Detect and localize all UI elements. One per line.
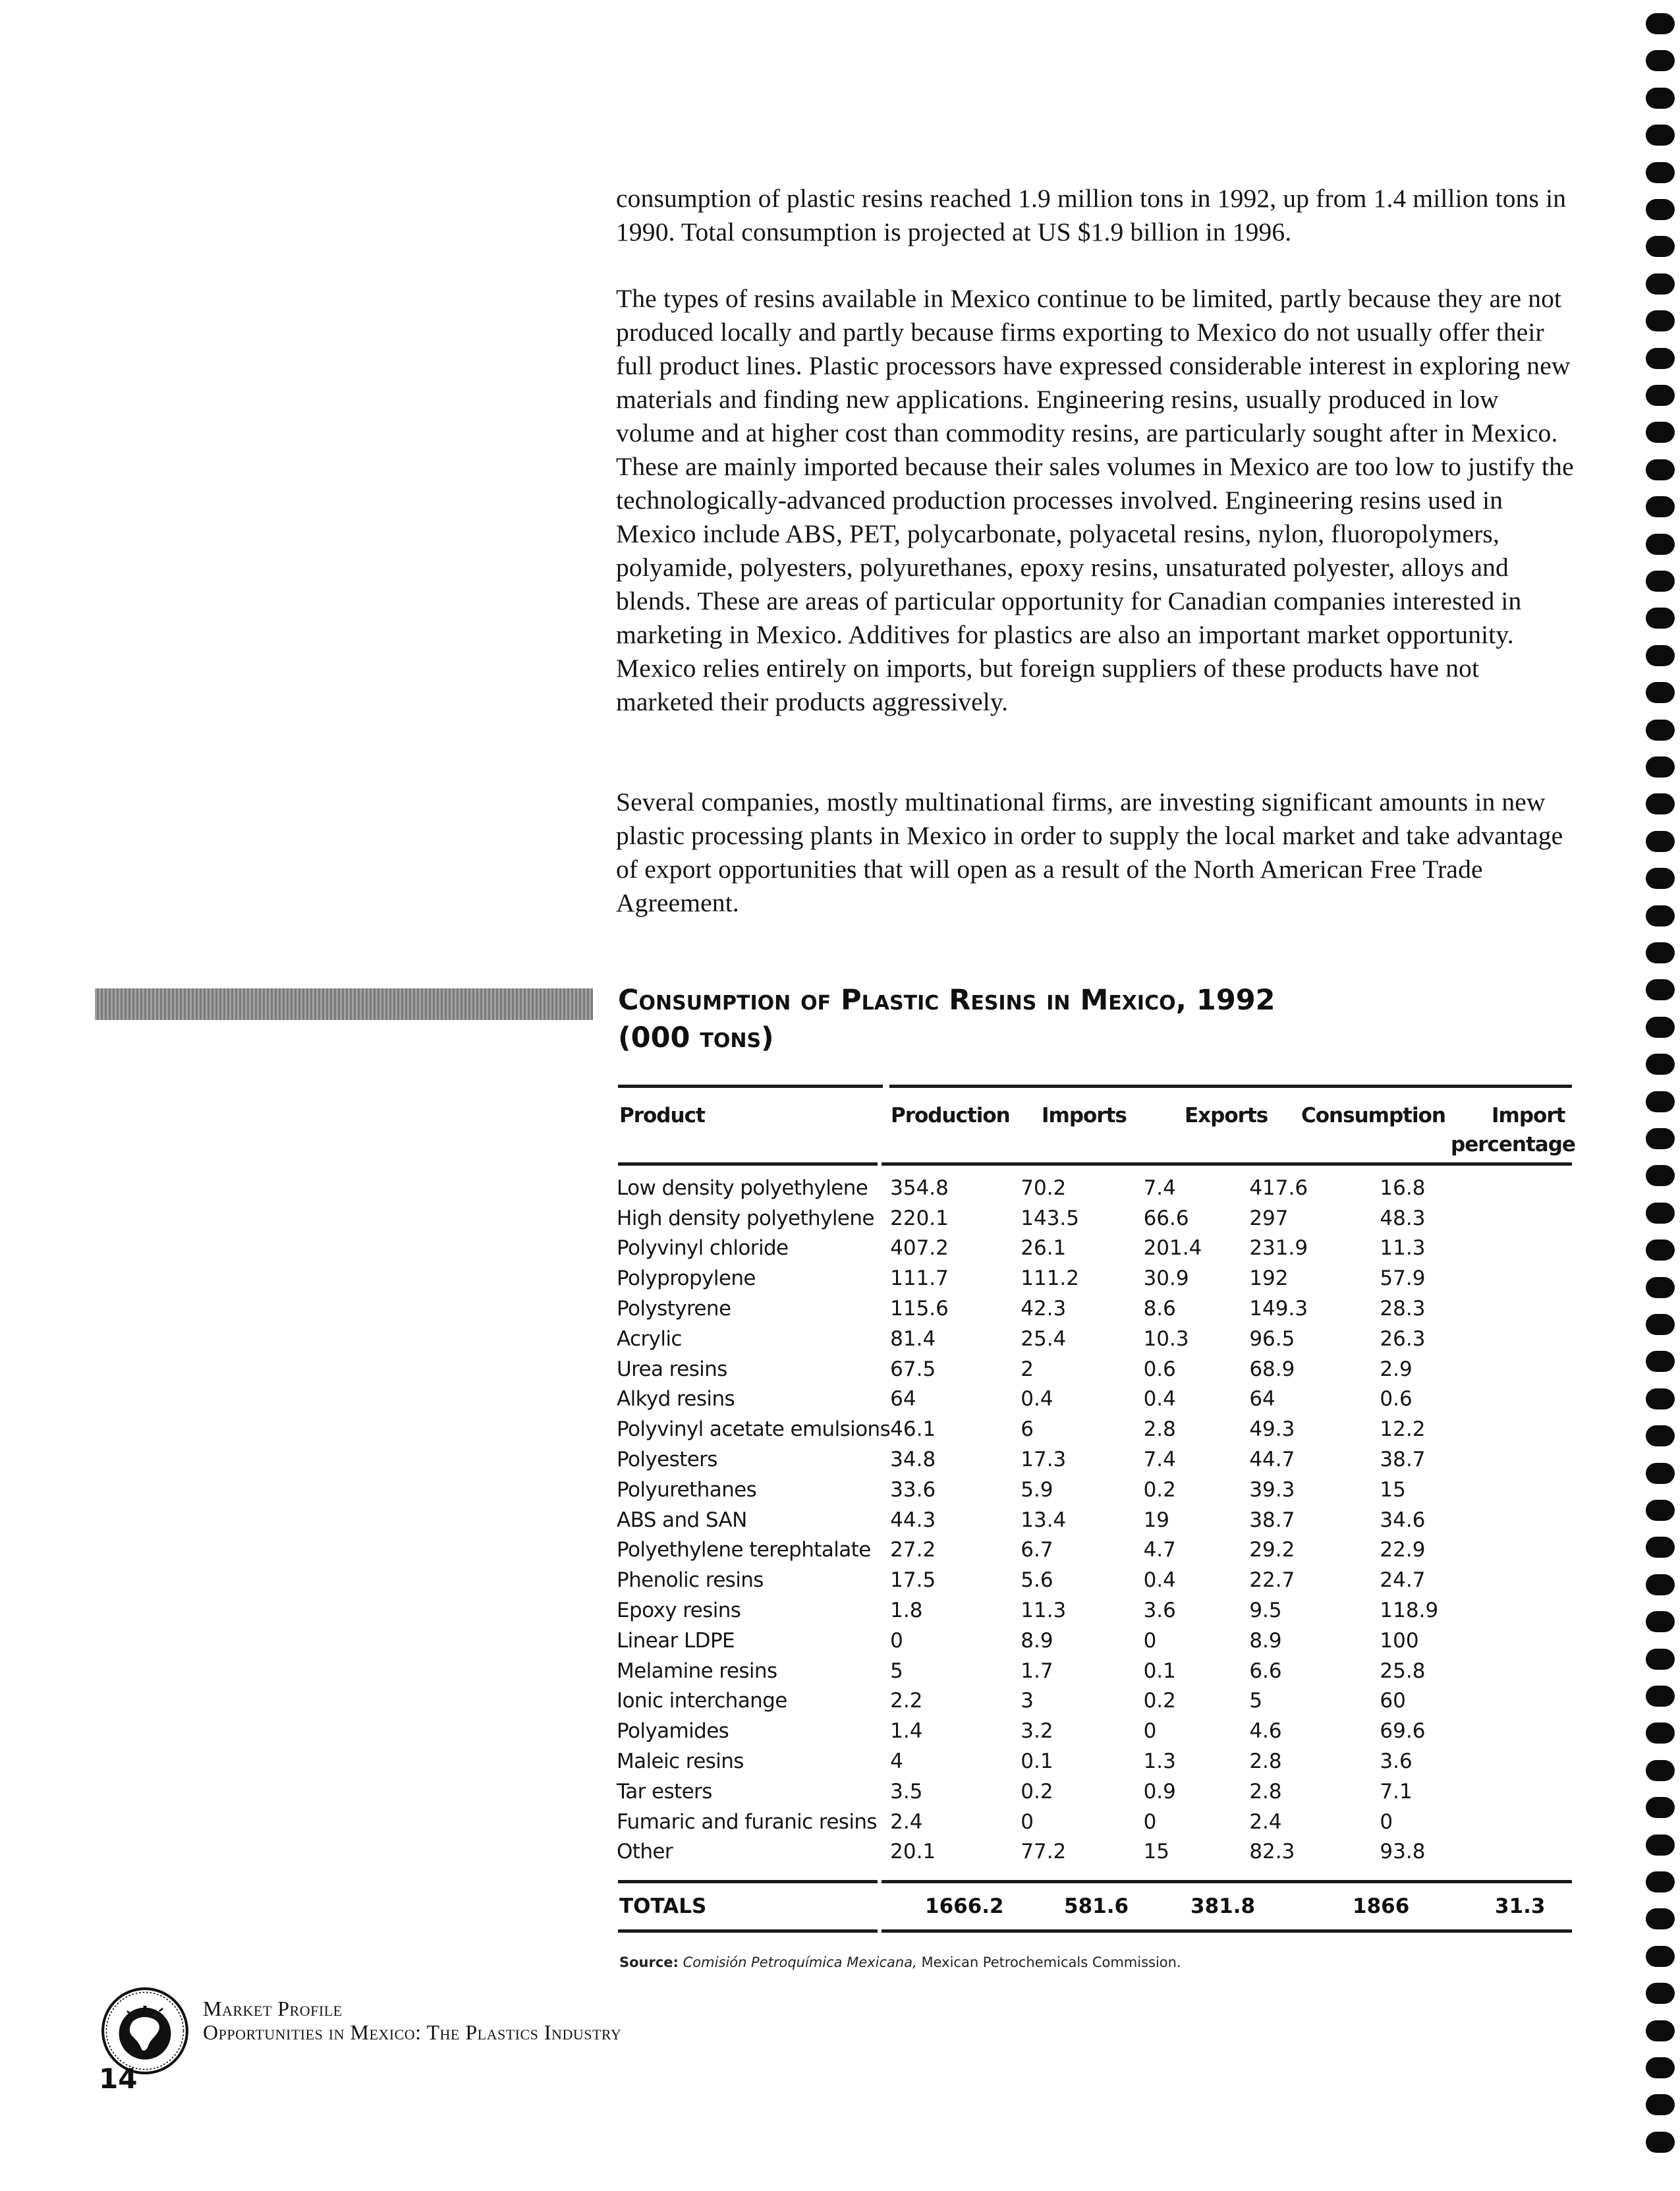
binding-hole <box>1646 1537 1675 1558</box>
cell-exports: 201.4 <box>1143 1236 1202 1261</box>
totals-top-rule-right <box>882 1880 1572 1883</box>
cell-import-pct: 57.9 <box>1380 1266 1426 1291</box>
cell-product: Fumaric and furanic resins <box>617 1809 877 1834</box>
totals-exports: 381.8 <box>1190 1894 1256 1918</box>
cell-import-pct: 15 <box>1380 1477 1406 1502</box>
binding-hole <box>1646 2057 1675 2078</box>
cell-exports: 30.9 <box>1143 1266 1189 1291</box>
totals-bottom-rule-right <box>882 1929 1572 1933</box>
cell-consumption: 9.5 <box>1249 1599 1282 1623</box>
table-row <box>617 1746 1572 1777</box>
totals-consumption: 1866 <box>1353 1894 1410 1918</box>
binding-hole <box>1646 1314 1675 1335</box>
paragraph-1 <box>616 182 1578 249</box>
cell-imports: 3 <box>1021 1689 1034 1713</box>
binding-hole <box>1646 831 1675 852</box>
binding-hole <box>1646 236 1675 257</box>
cell-consumption: 39.3 <box>1249 1477 1295 1502</box>
cell-import-pct: 2.9 <box>1380 1357 1413 1381</box>
cell-production: 1.8 <box>890 1599 923 1623</box>
cell-product: Polyamides <box>617 1719 729 1744</box>
cell-production: 27.2 <box>890 1538 936 1562</box>
col-header-import-2: percentage <box>1451 1133 1575 1156</box>
table-body <box>617 1173 1572 1867</box>
binding-hole <box>1646 199 1675 220</box>
binding-hole <box>1646 645 1675 666</box>
table-row <box>617 1234 1572 1264</box>
binding-hole <box>1646 1091 1675 1112</box>
binding-hole <box>1646 496 1675 517</box>
cell-exports: 4.7 <box>1143 1538 1176 1562</box>
col-header-imports: Imports <box>1042 1104 1127 1127</box>
cell-consumption: 231.9 <box>1249 1236 1308 1261</box>
cell-imports: 6 <box>1021 1417 1034 1442</box>
cell-production: 17.5 <box>890 1568 936 1593</box>
binding-hole <box>1646 348 1675 369</box>
cell-consumption: 96.5 <box>1249 1326 1295 1351</box>
cell-imports: 26.1 <box>1021 1236 1067 1261</box>
totals-import-pct: 31.3 <box>1495 1894 1546 1918</box>
cell-production: 33.6 <box>890 1477 936 1502</box>
cell-exports: 0.2 <box>1143 1689 1176 1713</box>
binding-hole <box>1646 1797 1675 1818</box>
binding-hole <box>1646 1239 1675 1261</box>
cell-production: 0 <box>890 1628 903 1653</box>
footer-line-1: Market Profile <box>203 1997 343 2020</box>
cell-product: Melamine resins <box>617 1659 777 1683</box>
cell-consumption: 44.7 <box>1249 1448 1295 1472</box>
binding-hole <box>1646 1611 1675 1632</box>
cell-consumption: 2.4 <box>1249 1809 1282 1834</box>
cell-consumption: 8.9 <box>1249 1628 1282 1653</box>
cell-import-pct: 0 <box>1380 1809 1393 1834</box>
binding-hole <box>1646 1277 1675 1298</box>
cell-exports: 0 <box>1143 1628 1157 1653</box>
table-row <box>617 1294 1572 1324</box>
table-row <box>617 1777 1572 1807</box>
col-header-production: Production <box>891 1104 1010 1127</box>
binding-hole <box>1646 979 1675 1000</box>
cell-imports: 70.2 <box>1021 1176 1067 1200</box>
header-top-rule-left <box>618 1085 883 1088</box>
binding-hole <box>1646 1425 1675 1446</box>
cell-imports: 2 <box>1021 1357 1034 1381</box>
binding-hole <box>1646 756 1675 778</box>
cell-exports: 10.3 <box>1143 1326 1189 1351</box>
binding-hole <box>1646 1165 1675 1186</box>
binding-hole <box>1646 793 1675 814</box>
table-row <box>617 1384 1572 1415</box>
binding-hole <box>1646 50 1675 71</box>
binding-hole <box>1646 125 1675 146</box>
cell-exports: 0.9 <box>1143 1779 1176 1804</box>
cell-import-pct: 16.8 <box>1380 1176 1426 1200</box>
cell-imports: 6.7 <box>1021 1538 1053 1562</box>
binding-hole <box>1646 310 1675 331</box>
cell-exports: 0.2 <box>1143 1477 1176 1502</box>
cell-exports: 7.4 <box>1143 1176 1176 1200</box>
cell-product: ABS and SAN <box>617 1508 747 1532</box>
cell-product: Epoxy resins <box>617 1599 741 1623</box>
table-row <box>617 1444 1572 1475</box>
cell-exports: 0 <box>1143 1809 1157 1834</box>
cell-import-pct: 22.9 <box>1380 1538 1426 1562</box>
resin-consumption-table <box>617 1173 1572 1867</box>
cell-production: 220.1 <box>890 1206 949 1230</box>
binding-hole <box>1646 2020 1675 2041</box>
table-row <box>617 1263 1572 1294</box>
table-row <box>617 1324 1572 1354</box>
cell-exports: 0.1 <box>1143 1659 1176 1683</box>
table-title-line-1: Consumption of Plastic Resins in Mexico, 1992 <box>618 984 1275 1017</box>
binding-hole <box>1646 720 1675 741</box>
cell-production: 34.8 <box>890 1448 936 1472</box>
binding-hole <box>1646 905 1675 926</box>
cell-product: Tar esters <box>617 1779 712 1804</box>
page-number: 14 <box>99 2063 138 2095</box>
cell-imports: 143.5 <box>1021 1206 1079 1230</box>
cell-production: 354.8 <box>890 1176 949 1200</box>
cell-exports: 0.4 <box>1143 1568 1176 1593</box>
cell-product: Urea resins <box>617 1357 727 1381</box>
cell-product: Phenolic resins <box>617 1568 764 1593</box>
col-header-consumption: Consumption <box>1301 1104 1445 1127</box>
cell-production: 2.2 <box>890 1689 923 1713</box>
cell-product: Low density polyethylene <box>617 1176 868 1200</box>
cell-consumption: 4.6 <box>1249 1719 1282 1744</box>
binding-hole <box>1646 1871 1675 1892</box>
cell-imports: 17.3 <box>1021 1448 1067 1472</box>
binding-hole <box>1646 1203 1675 1224</box>
binding-hole <box>1646 162 1675 183</box>
table-row <box>617 1475 1572 1505</box>
cell-consumption: 5 <box>1249 1689 1263 1713</box>
paragraph-2-text: The types of resins available in Mexico continue to be limited, partly because they are not produced locally and partly because firms exporting to Mexico do not usually offer their full product lines. Plastic processors have expressed considerable interest in exploring new materials and finding new applications. Engineering resins, usually produced in low volume and at higher cost than commodity resins, are particularly sought after in Mexico. These are mainly imported because their sales volumes in Mexico are too low to justify the technologically-advanced production processes involved. Engineering resins used in Mexico include ABS, PET, polycarbonate, polyacetal resins, nylon, fluoropolymers, polyamide, polyesters, polyurethanes, epoxy resins, unsaturated polyester, alloys and blends. These are areas of particular opportunity for Canadian companies interested in marketing in Mexico. Additives for plastics are also an important market opportunity. Mexico relies entirely on imports, but foreign suppliers of these products have not marketed their products aggressively. <box>616 284 1574 716</box>
cell-import-pct: 48.3 <box>1380 1206 1426 1230</box>
cell-consumption: 82.3 <box>1249 1840 1295 1864</box>
cell-consumption: 149.3 <box>1249 1297 1308 1321</box>
table-title-line-2: (000 tons) <box>618 1021 774 1054</box>
cell-import-pct: 12.2 <box>1380 1417 1426 1442</box>
cell-import-pct: 25.8 <box>1380 1659 1426 1683</box>
cell-production: 1.4 <box>890 1719 923 1744</box>
cell-exports: 3.6 <box>1143 1599 1176 1623</box>
binding-hole <box>1646 1946 1675 1967</box>
cell-exports: 0.4 <box>1143 1387 1176 1411</box>
source-label: Source: <box>619 1954 679 1970</box>
cell-import-pct: 11.3 <box>1380 1236 1426 1261</box>
binding-hole <box>1646 1574 1675 1595</box>
cell-production: 115.6 <box>890 1297 949 1321</box>
cell-exports: 15 <box>1143 1840 1170 1864</box>
binding-hole <box>1646 1722 1675 1744</box>
cell-import-pct: 38.7 <box>1380 1448 1426 1472</box>
cell-imports: 1.7 <box>1021 1659 1053 1683</box>
cell-production: 67.5 <box>890 1357 936 1381</box>
cell-import-pct: 26.3 <box>1380 1326 1426 1351</box>
table-row <box>617 1807 1572 1837</box>
header-bottom-rule-right <box>882 1162 1572 1166</box>
cell-product: Polyvinyl chloride <box>617 1236 789 1261</box>
spiral-binding <box>1639 0 1680 2191</box>
cell-imports: 5.6 <box>1021 1568 1053 1593</box>
cell-production: 407.2 <box>890 1236 949 1261</box>
binding-hole <box>1646 13 1675 34</box>
table-row <box>617 1535 1572 1566</box>
header-top-rule-right <box>889 1085 1572 1088</box>
table-row <box>617 1173 1572 1203</box>
paragraph-3-text: Several companies, mostly multinational firms, are investing significant amounts in new plastic processing plants in Mexico in order to supply the local market and take advantage of export opportunities that will open as a result of the North American Free Trade Agreement. <box>616 787 1563 917</box>
footer-line-2: Opportunities in Mexico: The Plastics Industry <box>203 2020 622 2044</box>
cell-import-pct: 60 <box>1380 1689 1406 1713</box>
cell-consumption: 49.3 <box>1249 1417 1295 1442</box>
cell-imports: 0.4 <box>1021 1387 1053 1411</box>
binding-hole <box>1646 1017 1675 1038</box>
cell-consumption: 297 <box>1249 1206 1289 1230</box>
table-row <box>617 1414 1572 1444</box>
cell-production: 111.7 <box>890 1266 949 1291</box>
binding-hole <box>1646 534 1675 555</box>
totals-production: 1666.2 <box>925 1894 1004 1918</box>
source-english: Mexican Petrochemicals Commission. <box>921 1954 1181 1970</box>
table-row <box>617 1595 1572 1626</box>
cell-consumption: 64 <box>1249 1387 1275 1411</box>
binding-hole <box>1646 1500 1675 1521</box>
cell-import-pct: 69.6 <box>1380 1719 1426 1744</box>
cell-consumption: 417.6 <box>1249 1176 1308 1200</box>
cell-product: Polypropylene <box>617 1266 756 1291</box>
binding-hole <box>1646 682 1675 703</box>
cell-product: Ionic interchange <box>617 1689 787 1713</box>
binding-hole <box>1646 1686 1675 1707</box>
cell-exports: 19 <box>1143 1508 1170 1532</box>
cell-imports: 0.1 <box>1021 1750 1053 1774</box>
totals-imports: 581.6 <box>1064 1894 1129 1918</box>
cell-product: Polyesters <box>617 1448 717 1472</box>
cell-exports: 0.6 <box>1143 1357 1176 1381</box>
cell-import-pct: 0.6 <box>1380 1387 1413 1411</box>
col-header-product: Product <box>619 1104 705 1127</box>
cell-imports: 5.9 <box>1021 1477 1053 1502</box>
table-row <box>617 1837 1572 1867</box>
cell-product: Acrylic <box>617 1326 682 1351</box>
cell-imports: 3.2 <box>1021 1719 1053 1744</box>
col-header-import-1: Import <box>1492 1104 1565 1127</box>
cell-exports: 7.4 <box>1143 1448 1176 1472</box>
binding-hole <box>1646 1760 1675 1781</box>
cell-consumption: 38.7 <box>1249 1508 1295 1532</box>
cell-imports: 77.2 <box>1021 1840 1067 1864</box>
cell-exports: 0 <box>1143 1719 1157 1744</box>
binding-hole <box>1646 422 1675 443</box>
table-row <box>617 1505 1572 1535</box>
binding-hole <box>1646 868 1675 889</box>
totals-bottom-rule-left <box>618 1929 878 1933</box>
cell-product: Maleic resins <box>617 1750 744 1774</box>
cell-production: 64 <box>890 1387 916 1411</box>
cell-product: Alkyd resins <box>617 1387 735 1411</box>
cell-production: 81.4 <box>890 1326 936 1351</box>
cell-product: Polystyrene <box>617 1297 731 1321</box>
cell-exports: 2.8 <box>1143 1417 1176 1442</box>
header-bottom-rule-left <box>618 1162 878 1166</box>
cell-product: Linear LDPE <box>617 1628 735 1653</box>
binding-hole <box>1646 1649 1675 1670</box>
cell-import-pct: 3.6 <box>1380 1750 1413 1774</box>
binding-hole <box>1646 385 1675 406</box>
table-title <box>618 982 1275 1057</box>
cell-product: High density polyethylene <box>617 1206 874 1230</box>
cell-import-pct: 118.9 <box>1380 1599 1439 1623</box>
binding-hole <box>1646 1983 1675 2004</box>
cell-consumption: 2.8 <box>1249 1750 1282 1774</box>
cell-production: 44.3 <box>890 1508 936 1532</box>
binding-hole <box>1646 1835 1675 1856</box>
cell-import-pct: 28.3 <box>1380 1297 1426 1321</box>
cell-production: 4 <box>890 1750 903 1774</box>
cell-import-pct: 24.7 <box>1380 1568 1426 1593</box>
cell-imports: 111.2 <box>1021 1266 1079 1291</box>
section-marker-bar <box>95 988 593 1020</box>
paragraph-2 <box>616 282 1578 719</box>
cell-production: 2.4 <box>890 1809 923 1834</box>
cell-consumption: 22.7 <box>1249 1568 1295 1593</box>
table-row <box>617 1656 1572 1686</box>
cell-exports: 8.6 <box>1143 1297 1176 1321</box>
cell-consumption: 29.2 <box>1249 1538 1295 1562</box>
table-row <box>617 1354 1572 1384</box>
totals-label: TOTALS <box>619 1894 707 1918</box>
binding-hole <box>1646 1128 1675 1149</box>
binding-hole <box>1646 571 1675 592</box>
cell-production: 46.1 <box>890 1417 936 1442</box>
cell-production: 20.1 <box>890 1840 936 1864</box>
cell-imports: 8.9 <box>1021 1628 1053 1653</box>
cell-imports: 11.3 <box>1021 1599 1067 1623</box>
cell-imports: 25.4 <box>1021 1326 1067 1351</box>
binding-hole <box>1646 2094 1675 2115</box>
table-row <box>617 1203 1572 1234</box>
binding-hole <box>1646 1908 1675 1929</box>
cell-import-pct: 34.6 <box>1380 1508 1426 1532</box>
cell-product: Polyurethanes <box>617 1477 757 1502</box>
col-header-exports: Exports <box>1185 1104 1268 1127</box>
binding-hole <box>1646 459 1675 480</box>
cell-imports: 0 <box>1021 1809 1034 1834</box>
cell-consumption: 6.6 <box>1249 1659 1282 1683</box>
binding-hole <box>1646 1463 1675 1484</box>
table-row <box>617 1626 1572 1656</box>
binding-hole <box>1646 608 1675 629</box>
cell-product: Polyethylene terephtalate <box>617 1538 871 1562</box>
cell-import-pct: 7.1 <box>1380 1779 1413 1804</box>
cell-production: 5 <box>890 1659 903 1683</box>
table-source-note <box>619 1954 1181 1970</box>
cell-product: Polyvinyl acetate emulsions <box>617 1417 891 1442</box>
cell-imports: 13.4 <box>1021 1508 1067 1532</box>
cell-production: 3.5 <box>890 1779 923 1804</box>
cell-consumption: 2.8 <box>1249 1779 1282 1804</box>
table-row <box>617 1686 1572 1717</box>
binding-hole <box>1646 942 1675 963</box>
binding-hole <box>1646 273 1675 295</box>
totals-top-rule-left <box>618 1880 878 1883</box>
table-row <box>617 1565 1572 1595</box>
binding-hole <box>1646 2132 1675 2153</box>
binding-hole <box>1646 1388 1675 1409</box>
cell-import-pct: 93.8 <box>1380 1840 1426 1864</box>
cell-imports: 42.3 <box>1021 1297 1067 1321</box>
cell-product: Other <box>617 1840 673 1864</box>
cell-exports: 66.6 <box>1143 1206 1189 1230</box>
cell-consumption: 68.9 <box>1249 1357 1295 1381</box>
paragraph-1-text: consumption of plastic resins reached 1.9 million tons in 1992, up from 1.4 million tons in 1990. Total consumption is projected at US $1.9 billion in 1996. <box>616 184 1567 246</box>
cell-imports: 0.2 <box>1021 1779 1053 1804</box>
binding-hole <box>1646 1351 1675 1372</box>
cell-exports: 1.3 <box>1143 1750 1176 1774</box>
binding-hole <box>1646 1054 1675 1075</box>
cell-consumption: 192 <box>1249 1266 1289 1291</box>
paragraph-3 <box>616 785 1578 920</box>
binding-hole <box>1646 88 1675 109</box>
source-spanish: Comisión Petroquímica Mexicana, <box>683 1954 917 1970</box>
cell-import-pct: 100 <box>1380 1628 1419 1653</box>
table-row <box>617 1716 1572 1746</box>
